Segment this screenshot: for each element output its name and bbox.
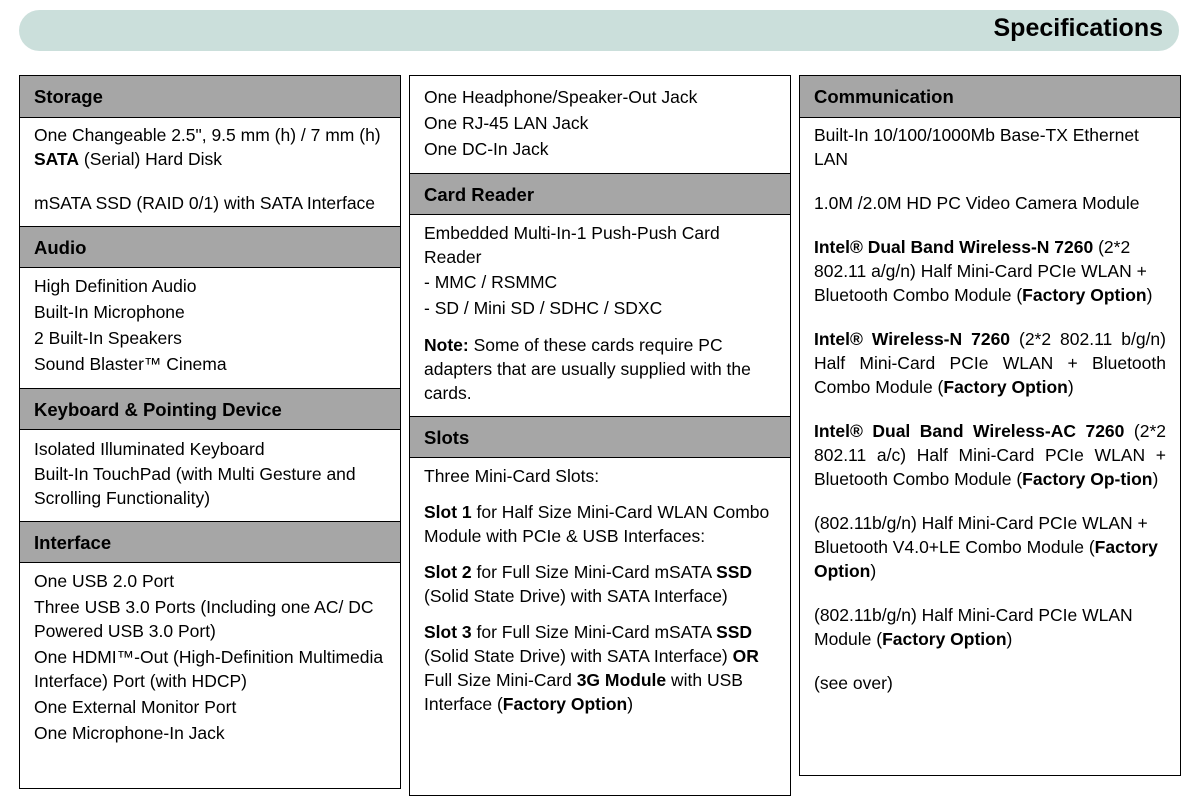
interface-item: Three USB 3.0 Ports (Including one AC/ DC Powered USB 3.0 Port): [34, 597, 374, 641]
m2-name: Wireless-N 7260: [871, 329, 1011, 349]
m4-text: (802.11b/g/n) Half Mini-Card PCIe WLAN + Bluetooth V4.0+LE Combo Module (: [814, 513, 1148, 557]
interface-body: [20, 563, 400, 756]
slot-1-label: Slot 1: [424, 502, 472, 522]
card-reader-format: - MMC / RSMMC: [424, 272, 558, 292]
slot-3-mid: (Solid State Drive) with SATA Interface): [424, 646, 733, 666]
m2-end: ): [1067, 377, 1074, 397]
audio-body: [20, 268, 400, 388]
storage-hdd-sata: SATA: [34, 149, 80, 169]
card-reader-note: [424, 333, 776, 405]
m3-intel: Intel®: [814, 421, 873, 441]
storage-hdd-text: One Changeable 2.5", 9.5 mm (h) / 7 mm (h): [34, 125, 381, 145]
m5-text: (802.11b/g/n) Half Mini-Card PCIe WLAN Module (: [814, 605, 1133, 649]
slot-1: [424, 500, 776, 548]
note-text: Some of these cards require PC adapters that are usually supplied with the cards.: [424, 335, 751, 403]
see-over-note: (see over): [814, 673, 893, 693]
m2-intel: Intel®: [814, 329, 872, 349]
slot-2: [424, 560, 776, 608]
slot-3-label: Slot 3: [424, 622, 472, 642]
comm-module-4: [814, 511, 1166, 583]
interface-continued-section: [410, 76, 790, 173]
audio-item: Built-In Microphone: [34, 302, 185, 322]
slot-3-factory-option: Factory Option: [502, 694, 628, 714]
slot-3: [424, 620, 776, 716]
m1-intel: Intel®: [814, 237, 868, 257]
comm-module-1: [814, 235, 1166, 307]
interface-item: One External Monitor Port: [34, 697, 237, 717]
slot-3-text: for Full Size Mini-Card mSATA: [471, 622, 717, 642]
slot-2-ssd: SSD: [716, 562, 753, 582]
slots-heading: Slots: [410, 416, 790, 458]
audio-section: [20, 226, 400, 388]
slot-3-end: ): [627, 694, 634, 714]
comm-module-2: [814, 327, 1166, 399]
column-2: [409, 75, 791, 796]
keyboard-body: [20, 430, 400, 521]
slot-1-text: for Half Size Mini-Card WLAN Combo Module with PCIe & USB Interfaces:: [424, 502, 770, 546]
interface-item: One RJ-45 LAN Jack: [424, 113, 589, 133]
m4-end: ): [870, 561, 877, 581]
audio-item: High Definition Audio: [34, 276, 197, 296]
keyboard-item: Built-In TouchPad (with Multi Gesture and Scrolling Functionality): [34, 464, 356, 508]
slot-2-tail: (Solid State Drive) with SATA Interface): [424, 586, 728, 606]
m3-text: (2*2 802.11 a/c) Half Mini-Card PCIe WLAN + Bluetooth Combo Module (: [814, 421, 1167, 489]
interface-item: One Microphone-In Jack: [34, 723, 225, 743]
m3-name: Dual Band Wireless-AC 7260: [872, 421, 1125, 441]
storage-msata: mSATA SSD (RAID 0/1) with SATA Interface: [34, 193, 376, 213]
card-reader-desc: Embedded Multi-In-1 Push-Push Card Reader: [424, 223, 720, 267]
slot-2-text: for Full Size Mini-Card mSATA: [471, 562, 717, 582]
interface-item: One HDMI™-Out (High-Definition Multimedia Interface) Port (with HDCP): [34, 647, 384, 691]
keyboard-item: Isolated Illuminated Keyboard: [34, 439, 265, 459]
m1-factory-option: Factory Option: [1022, 285, 1147, 305]
interface-continued-body: [410, 76, 790, 173]
slot-3-or: OR: [732, 646, 759, 666]
card-reader-format: - SD / Mini SD / SDHC / SDXC: [424, 298, 663, 318]
slot-3-ssd: SSD: [716, 622, 753, 642]
m3-factory-option: Factory Op-tion: [1022, 469, 1153, 489]
interface-section: [20, 521, 400, 756]
slot-3-3g: 3G Module: [576, 670, 667, 690]
interface-heading: Interface: [20, 521, 400, 563]
page-title: Specifications: [993, 14, 1163, 42]
storage-body: [20, 118, 400, 226]
m2-text: (2*2 802.11 b/g/n) Half Mini-Card PCIe WLAN + Bluetooth Combo Module (: [814, 329, 1166, 397]
comm-camera: 1.0M /2.0M HD PC Video Camera Module: [814, 193, 1140, 213]
comm-module-5: [814, 603, 1166, 651]
m1-name: Dual Band Wireless-N 7260: [867, 237, 1094, 257]
communication-section: [800, 76, 1180, 706]
audio-item: 2 Built-In Speakers: [34, 328, 182, 348]
audio-item: Sound Blaster™ Cinema: [34, 354, 227, 374]
slot-2-label: Slot 2: [424, 562, 472, 582]
title-banner: [19, 10, 1179, 51]
comm-module-3: [814, 419, 1166, 491]
column-3: [799, 75, 1181, 776]
comm-ethernet: Built-In 10/100/1000Mb Base-TX Ethernet LAN: [814, 125, 1139, 169]
m2-factory-option: Factory Option: [943, 377, 1068, 397]
keyboard-section: [20, 388, 400, 521]
interface-item: One Headphone/Speaker-Out Jack: [424, 87, 698, 107]
m1-text: (2*2 802.11 a/g/n) Half Mini-Card PCIe WLAN + Bluetooth Combo Module (: [814, 237, 1147, 305]
m1-end: ): [1146, 285, 1153, 305]
slot-3-mid3: with USB Interface (: [424, 670, 743, 714]
note-label: Note:: [424, 335, 469, 355]
storage-hdd-tail: (Serial) Hard Disk: [79, 149, 222, 169]
slots-intro: Three Mini-Card Slots:: [424, 466, 600, 486]
slot-3-mid2: Full Size Mini-Card: [424, 670, 577, 690]
m5-end: ): [1006, 629, 1013, 649]
keyboard-heading: Keyboard & Pointing Device: [20, 388, 400, 430]
card-reader-body: [410, 215, 790, 416]
storage-heading: Storage: [20, 76, 400, 118]
slots-body: [410, 458, 790, 727]
card-reader-section: [410, 173, 790, 416]
m3-end: ): [1152, 469, 1159, 489]
audio-heading: Audio: [20, 226, 400, 268]
interface-item: One USB 2.0 Port: [34, 571, 175, 591]
storage-section: [20, 76, 400, 226]
communication-heading: Communication: [800, 76, 1180, 118]
communication-body: [800, 118, 1180, 706]
card-reader-heading: Card Reader: [410, 173, 790, 215]
storage-hdd: [34, 123, 386, 171]
m4-factory-option: Factory Option: [814, 537, 1158, 581]
column-1: [19, 75, 401, 789]
slots-section: [410, 416, 790, 727]
m5-factory-option: Factory Option: [882, 629, 1007, 649]
interface-item: One DC-In Jack: [424, 139, 549, 159]
